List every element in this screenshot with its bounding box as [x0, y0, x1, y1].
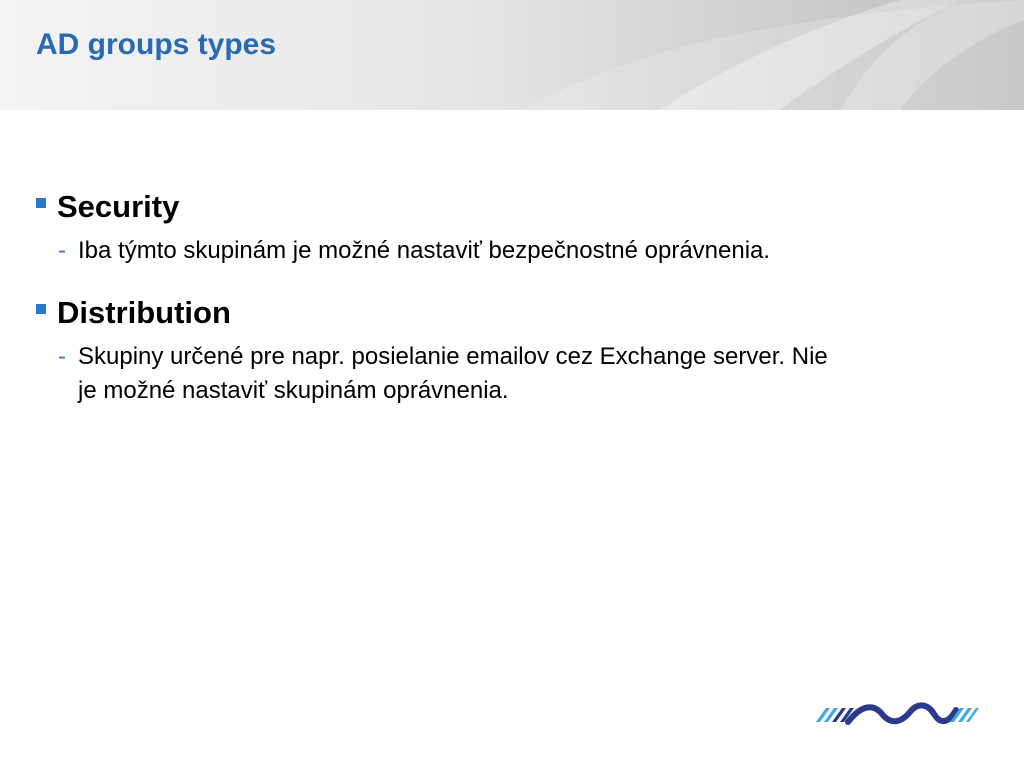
square-bullet-icon — [36, 304, 46, 314]
bullet-security — [36, 186, 986, 268]
bullet-heading-security: Security — [57, 189, 180, 224]
sub-text-security: Iba týmto skupinám je možné nastaviť bezpečnostné oprávnenia. — [78, 237, 771, 264]
sub-text-distribution-line1: Skupiny určené pre napr. posielanie emailov cez Exchange server. Nie — [78, 343, 828, 370]
slide-content — [36, 186, 986, 408]
sub-text-distribution-line2: je možné nastaviť skupinám oprávnenia. — [78, 377, 509, 404]
dash-bullet-icon: - — [58, 237, 66, 264]
wave-logo-icon — [812, 700, 980, 730]
sub-text-distribution — [78, 340, 828, 408]
slide-title: AD groups types — [36, 28, 277, 61]
header-band — [0, 0, 1024, 110]
dash-bullet-icon: - — [58, 343, 66, 370]
bullet-distribution — [36, 292, 986, 408]
bullet-heading-distribution: Distribution — [57, 295, 231, 330]
square-bullet-icon — [36, 198, 46, 208]
